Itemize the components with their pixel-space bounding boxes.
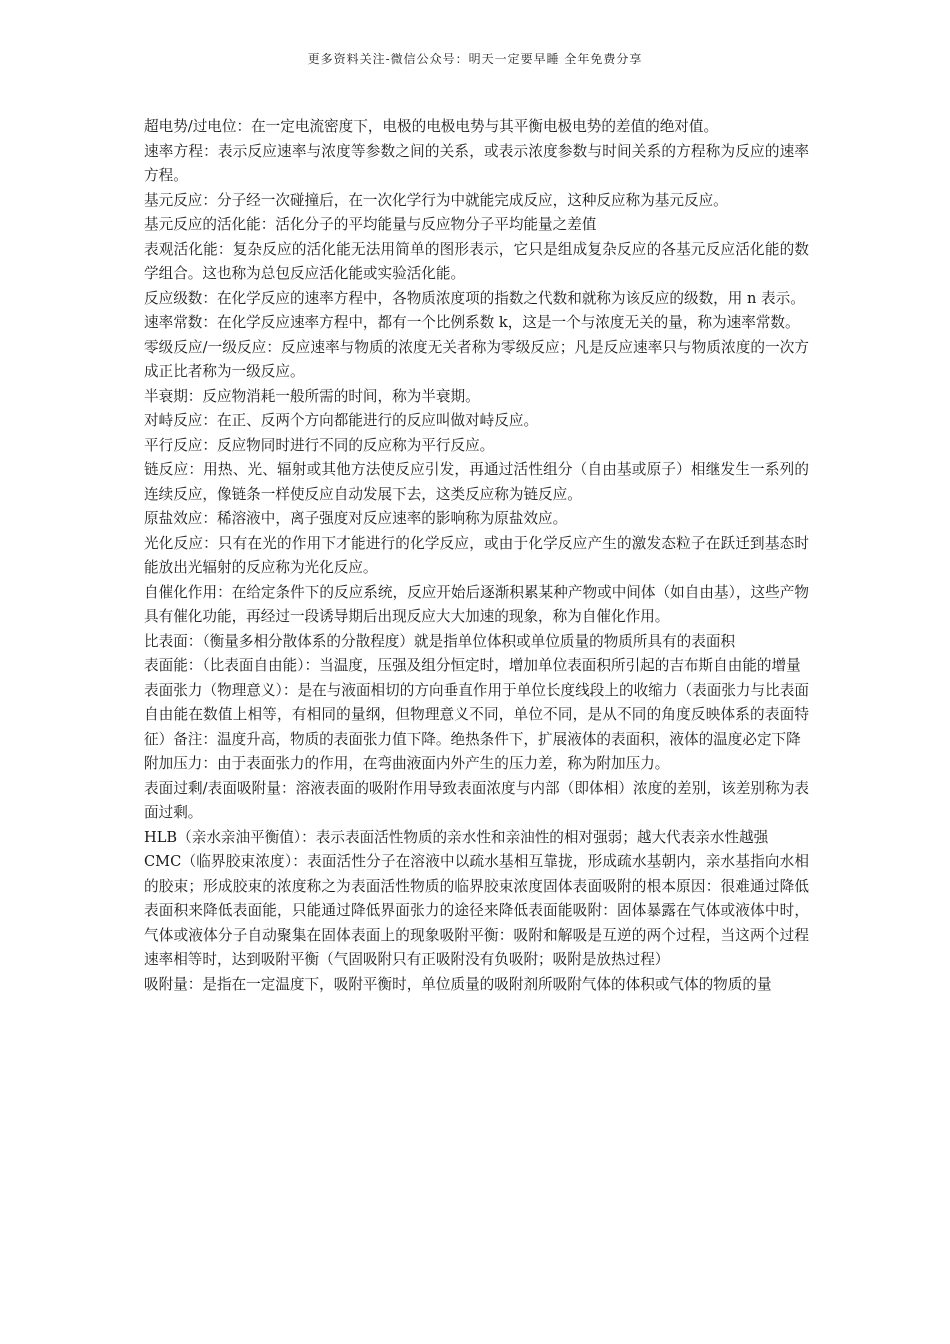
entry-chain-reaction: 链反应：用热、光、辐射或其他方法使反应引发，再通过活性组分（自由基或原子）相继发生一系列的连续反应，像链条一样使反应自动发展下去，这类反应称为链反应。 <box>144 461 809 503</box>
entry-zero-first-order: 零级反应/一级反应：反应速率与物质的浓度无关者称为零级反应；凡是反应速率只与物质浓度的一次方成正比者称为一级反应。 <box>144 338 809 380</box>
page-header: 更多资料关注-微信公众号：明天一定要早睡 全年免费分享 <box>307 52 643 66</box>
entry-hlb: HLB（亲水亲油平衡值）：表示表面活性物质的亲水性和亲油性的相对强弱；越大代表亲水性越强 <box>144 828 769 846</box>
entry-rate-equation: 速率方程：表示反应速率与浓度等参数之间的关系，或表示浓度参数与时间关系的方程称为反应的速率方程。 <box>144 142 809 184</box>
entry-surface-tension: 表面张力（物理意义）：是在与液面相切的方向垂直作用于单位长度线段上的收缩力（表面张力与比表面自由能在数值上相等，有相同的量纲，但物理意义不同，单位不同，是从不同的角度反映体系的表面特征）备注：温度升高，物质的表面张力值下降。绝热条件下，扩展液体的表面积，液体的温度必定下降 <box>144 681 809 748</box>
document-body <box>144 115 809 997</box>
entry-autocatalysis: 自催化作用：在给定条件下的反应系统，反应开始后逐渐积累某种产物或中间体（如自由基），这些产物具有催化功能，再经过一段诱导期后出现反应大大加速的现象，称为自催化作用。 <box>144 583 809 625</box>
entry-half-life: 半衰期：反应物消耗一般所需的时间，称为半衰期。 <box>144 387 480 405</box>
entry-elementary-reaction: 基元反应：分子经一次碰撞后，在一次化学行为中就能完成反应，这种反应称为基元反应。 <box>144 191 728 209</box>
entry-overpotential: 超电势/过电位：在一定电流密度下，电极的电极电势与其平衡电极电势的差值的绝对值。 <box>144 118 719 135</box>
entry-elementary-activation-energy: 基元反应的活化能：活化分子的平均能量与反应物分子平均能量之差值 <box>144 216 597 233</box>
entry-surface-excess: 表面过剩/表面吸附量：溶液表面的吸附作用导致表面浓度与内部（即体相）浓度的差别，该差别称为表面过剩。 <box>144 779 809 821</box>
entry-specific-surface: 比表面：（衡量多相分散体系的分散程度）就是指单位体积或单位质量的物质所具有的表面积 <box>144 632 736 650</box>
entry-reaction-order: 反应级数：在化学反应的速率方程中，各物质浓度项的指数之代数和就称为该反应的级数，用 n 表示。 <box>144 289 805 307</box>
entry-apparent-activation-energy: 表观活化能：复杂反应的活化能无法用简单的图形表示，它只是组成复杂反应的各基元反应活化能的数学组合。这也称为总包反应活化能或实验活化能。 <box>144 240 809 282</box>
entry-additional-pressure: 附加压力：由于表面张力的作用，在弯曲液面内外产生的压力差，称为附加压力。 <box>144 755 670 772</box>
entry-opposing-reaction: 对峙反应：在正、反两个方向都能进行的反应叫做对峙反应。 <box>144 412 539 429</box>
entry-rate-constant: 速率常数：在化学反应速率方程中，都有一个比例系数 k，这是一个与浓度无关的量，称为速率常数。 <box>144 314 800 331</box>
entry-primary-salt-effect: 原盐效应：稀溶液中，离子强度对反应速率的影响称为原盐效应。 <box>144 510 568 527</box>
entry-surface-energy: 表面能：（比表面自由能）：当温度，压强及组分恒定时，增加单位表面积所引起的吉布斯自由能的增量 <box>144 657 801 674</box>
entry-adsorption-amount: 吸附量：是指在一定温度下，吸附平衡时，单位质量的吸附剂所吸附气体的体积或气体的物质的量 <box>144 975 772 993</box>
entry-photochemical-reaction: 光化反应：只有在光的作用下才能进行的化学反应，或由于化学反应产生的激发态粒子在跃迁到基态时能放出光辐射的反应称为光化反应。 <box>144 534 809 576</box>
entry-cmc-adsorption: CMC（临界胶束浓度）：表面活性分子在溶液中以疏水基相互靠拢，形成疏水基朝内，亲水基指向水相的胶束；形成胶束的浓度称之为表面活性物质的临界胶束浓度固体表面吸附的根本原因：很难通过降低表面积来降低表面能，只能通过降低界面张力的途径来降低表面能吸附：固体暴露在气体或液体中时，气体或液体分子自动聚集在固体表面上的现象吸附平衡：吸附和解吸是互逆的两个过程，当这两个过程速率相等时，达到吸附平衡（气固吸附只有正吸附没有负吸附；吸附是放热过程） <box>144 853 809 968</box>
entry-parallel-reaction: 平行反应：反应物同时进行不同的反应称为平行反应。 <box>144 436 495 454</box>
